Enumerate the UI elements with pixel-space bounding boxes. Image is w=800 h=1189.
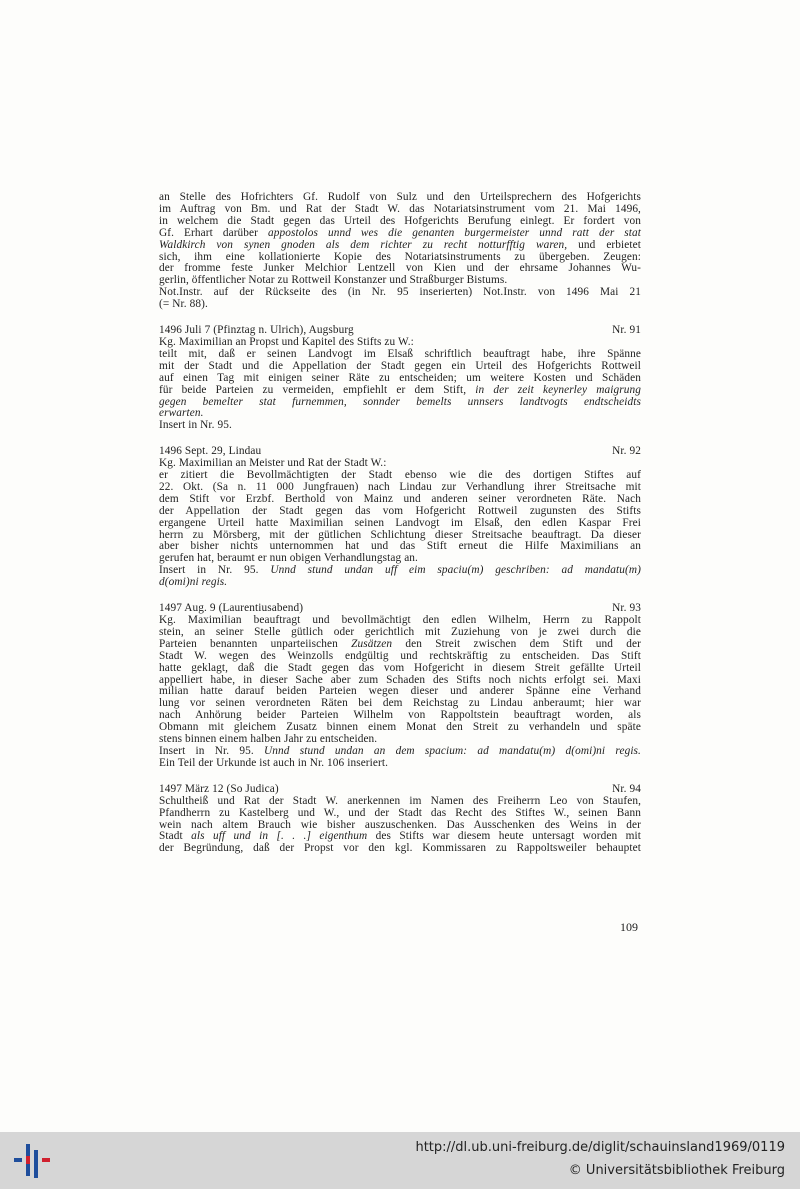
insert-note: Insert in Nr. 95. Unnd stund undan uff eim spaciu(m) geschriben: ad mandatu(m) [159, 564, 641, 577]
text-line: aber bisher nichts unternommen hat und das Stift erneut die Hilfe Maximilians an [159, 540, 641, 553]
text-line: dem Stift vor Erzbf. Berthold von Mainz und anderen seiner verordneten Räte. Nach [159, 492, 641, 505]
note-line: (= Nr. 88). [159, 298, 208, 311]
text-line: gerlin, öffentlicher Notar zu Rottweil Konstanzer und Straßburger Bistums. [159, 274, 508, 287]
text-line: Schultheiß und Rat der Stadt W. anerkennen im Namen des Freiherrn Leo von Staufen, [159, 794, 641, 807]
text-line: milian hatte darauf beiden Parteien wegen dieser und anderer Spänne eine Verhand [159, 685, 641, 698]
text-line: appelliert habe, in dieser Sache aber zum Schaden des Stifts noch nichts erfolgt sei. Maxi [159, 673, 641, 686]
text-line: sich, ihm eine kollationierte Kopie des Notariatsinstruments zu übergeben. Zeugen: [159, 250, 641, 263]
text-line: Stadt als uff und in [. . .] eigenthum des Stifts war diesem heute untersagt worden mit [159, 830, 641, 843]
text-line: der Appellation der Stadt gegen das vom Hofgericht Rottweil zugunsten des Stifts [159, 504, 641, 517]
text-line: herrn zu Mörsberg, mit der gütlichen Schlichtung dieser Streitsache beauftragt. Da dieser [159, 528, 641, 541]
text-line: gegen bemelter stat furnemmen, sonnder bemelts unnsers landtvogts endtscheidts [159, 395, 641, 408]
entry-nr-94 [159, 784, 641, 855]
text-line: Kg. Maximilian beauftragt und bevollmächtigt den edlen Wilhelm, Herrn zu Rappolt [159, 614, 641, 626]
text-line: der Begründung, daß der Propst vor den kgl. Kommissaren zu Rappoltsweiler behauptet [159, 842, 641, 855]
entry-date: 1497 Aug. 9 (Laurentiusabend) [159, 602, 304, 615]
entry-nr-91 [159, 325, 641, 432]
text-line: im Auftrag von Bm. und Rat der Stadt W. das Notariatsinstrument vom 21. Mai 1496, [159, 202, 641, 215]
text-line: der fromme feste Junker Melchior Lentzell von Kien und der ehrsame Johannes Wu- [159, 262, 641, 275]
entry-number: Nr. 92 [612, 445, 641, 458]
entry-header [159, 784, 641, 796]
insert-note: d(omi)ni regis. [159, 576, 228, 589]
text-line: erwarten. [159, 407, 204, 420]
text-line: teilt mit, daß er seinen Landvogt im Elsaß schriftlich beauftragt habe, ihre Spänne [159, 347, 641, 360]
entry-date: 1497 März 12 (So Judica) [159, 782, 279, 795]
entry-number: Nr. 91 [612, 324, 641, 337]
text-line: in welchem die Stadt gegen das Urteil des Hofgerichts Berufung einlegt. Er fordert von [159, 214, 641, 227]
text-line: für beide Parteien zu vermeiden, empfiehlt er dem Stift, in der zeit keynerley maigrung [159, 383, 641, 396]
text-line: lung vor seinen verordneten Räten bei dem Reichstag zu Lindau anberaumt; hier war [159, 697, 641, 710]
text-line: Gf. Erhart darüber appostolos unnd wes die genanten burgermeister unnd ratt der stat [159, 226, 642, 239]
ub-freiburg-logo-icon [12, 1140, 52, 1180]
entry-number: Nr. 93 [612, 602, 641, 615]
entry-nr-92 [159, 446, 641, 589]
entry-nr-93 [159, 603, 641, 770]
entry-number: Nr. 94 [612, 782, 641, 795]
entry-date: 1496 Juli 7 (Pfinztag n. Ulrich), Augsburg [159, 324, 354, 337]
entry-summary: Kg. Maximilian an Propst und Kapitel des Stifts zu W.: [159, 335, 414, 348]
text-line: Obmann mit gleichem Zusatz binnen einem Monat den Streit zu verhandeln und späte [159, 721, 641, 734]
text-line: er zitiert die Bevollmächtigten der Stadt ebenso wie die des dortigen Stiftes auf [159, 469, 641, 482]
entry-date: 1496 Sept. 29, Lindau [159, 445, 262, 458]
text-line: gerufen hat, beraumt er nun obigen Verhandlungstag an. [159, 552, 418, 565]
insert-note: Insert in Nr. 95. [159, 419, 232, 432]
text-line: stein, an seiner Stelle gütlich oder gerichtlich mit Zuziehung von je zwei durch die [159, 625, 641, 638]
entry-summary: Kg. Maximilian an Meister und Rat der Stadt W.: [159, 457, 387, 470]
text-line: wein nach altem Brauch wie bisher auszuschenken. Das Ausschenken des Weins in der [159, 818, 641, 831]
intro-paragraph [159, 192, 641, 311]
text-line: 22. Okt. (Sa n. 11 000 Jungfrauen) nach Lindau zur Verhandlung ihrer Streitsache mit [159, 480, 641, 493]
text-line: nach Anhörung beider Parteien Wilhelm von Rappoltstein beauftragt worden, als [159, 709, 641, 722]
source-url-link[interactable]: http://dl.ub.uni-freiburg.de/diglit/schauinsland1969/0119 [415, 1140, 785, 1155]
text-line: auf einen Tag mit einigen seiner Räte zu entscheiden; um weitere Kosten und Schäden [159, 371, 641, 384]
insert-note: Ein Teil der Urkunde ist auch in Nr. 106 inseriert. [159, 756, 389, 769]
text-line: hatte geklagt, daß die Stadt gegen das vom Hofgericht in diesem Streit gefällte Urteil [159, 661, 641, 674]
text-line: mit der Stadt und die Appellation der Stadt gegen ein Urteil des Hofgerichts Rottweil [159, 359, 641, 372]
page-text [159, 192, 641, 855]
text-line: Parteien benannten unparteiischen Zusätzen den Streit zwischen dem Stift und der [159, 637, 642, 650]
page-number: 109 [620, 920, 638, 934]
text-line: Waldkirch von synen gnoden als dem richter zu recht notturfftig waren, und erbietet [159, 238, 641, 251]
copyright-text: © Universitätsbibliothek Freiburg [568, 1163, 785, 1178]
insert-note: Insert in Nr. 95. Unnd stund undan an dem spacium: ad mandatu(m) d(omi)ni regis. [159, 744, 641, 757]
text-line: an Stelle des Hofrichters Gf. Rudolf von Sulz und den Urteilsprechern des Hofgerichts [159, 191, 641, 203]
text-line: Stadt W. wegen des Weinzolls endgültig und rechtskräftig zu entscheiden. Das Stift [159, 649, 641, 662]
note-line: Not.Instr. auf der Rückseite des (in Nr. 95 inserierten) Not.Instr. von 1496 Mai 21 [159, 286, 641, 299]
text-line: Pfandherrn zu Kastelberg und W., und der Stadt das Recht des Stiftes W., seinen Bann [159, 806, 641, 819]
text-line: ergangene Urteil hatte Maximilian seinen Landvogt im Elsaß, den edlen Kaspar Frei [159, 516, 641, 529]
text-line: stens binnen einem halben Jahr zu entscheiden. [159, 733, 378, 746]
